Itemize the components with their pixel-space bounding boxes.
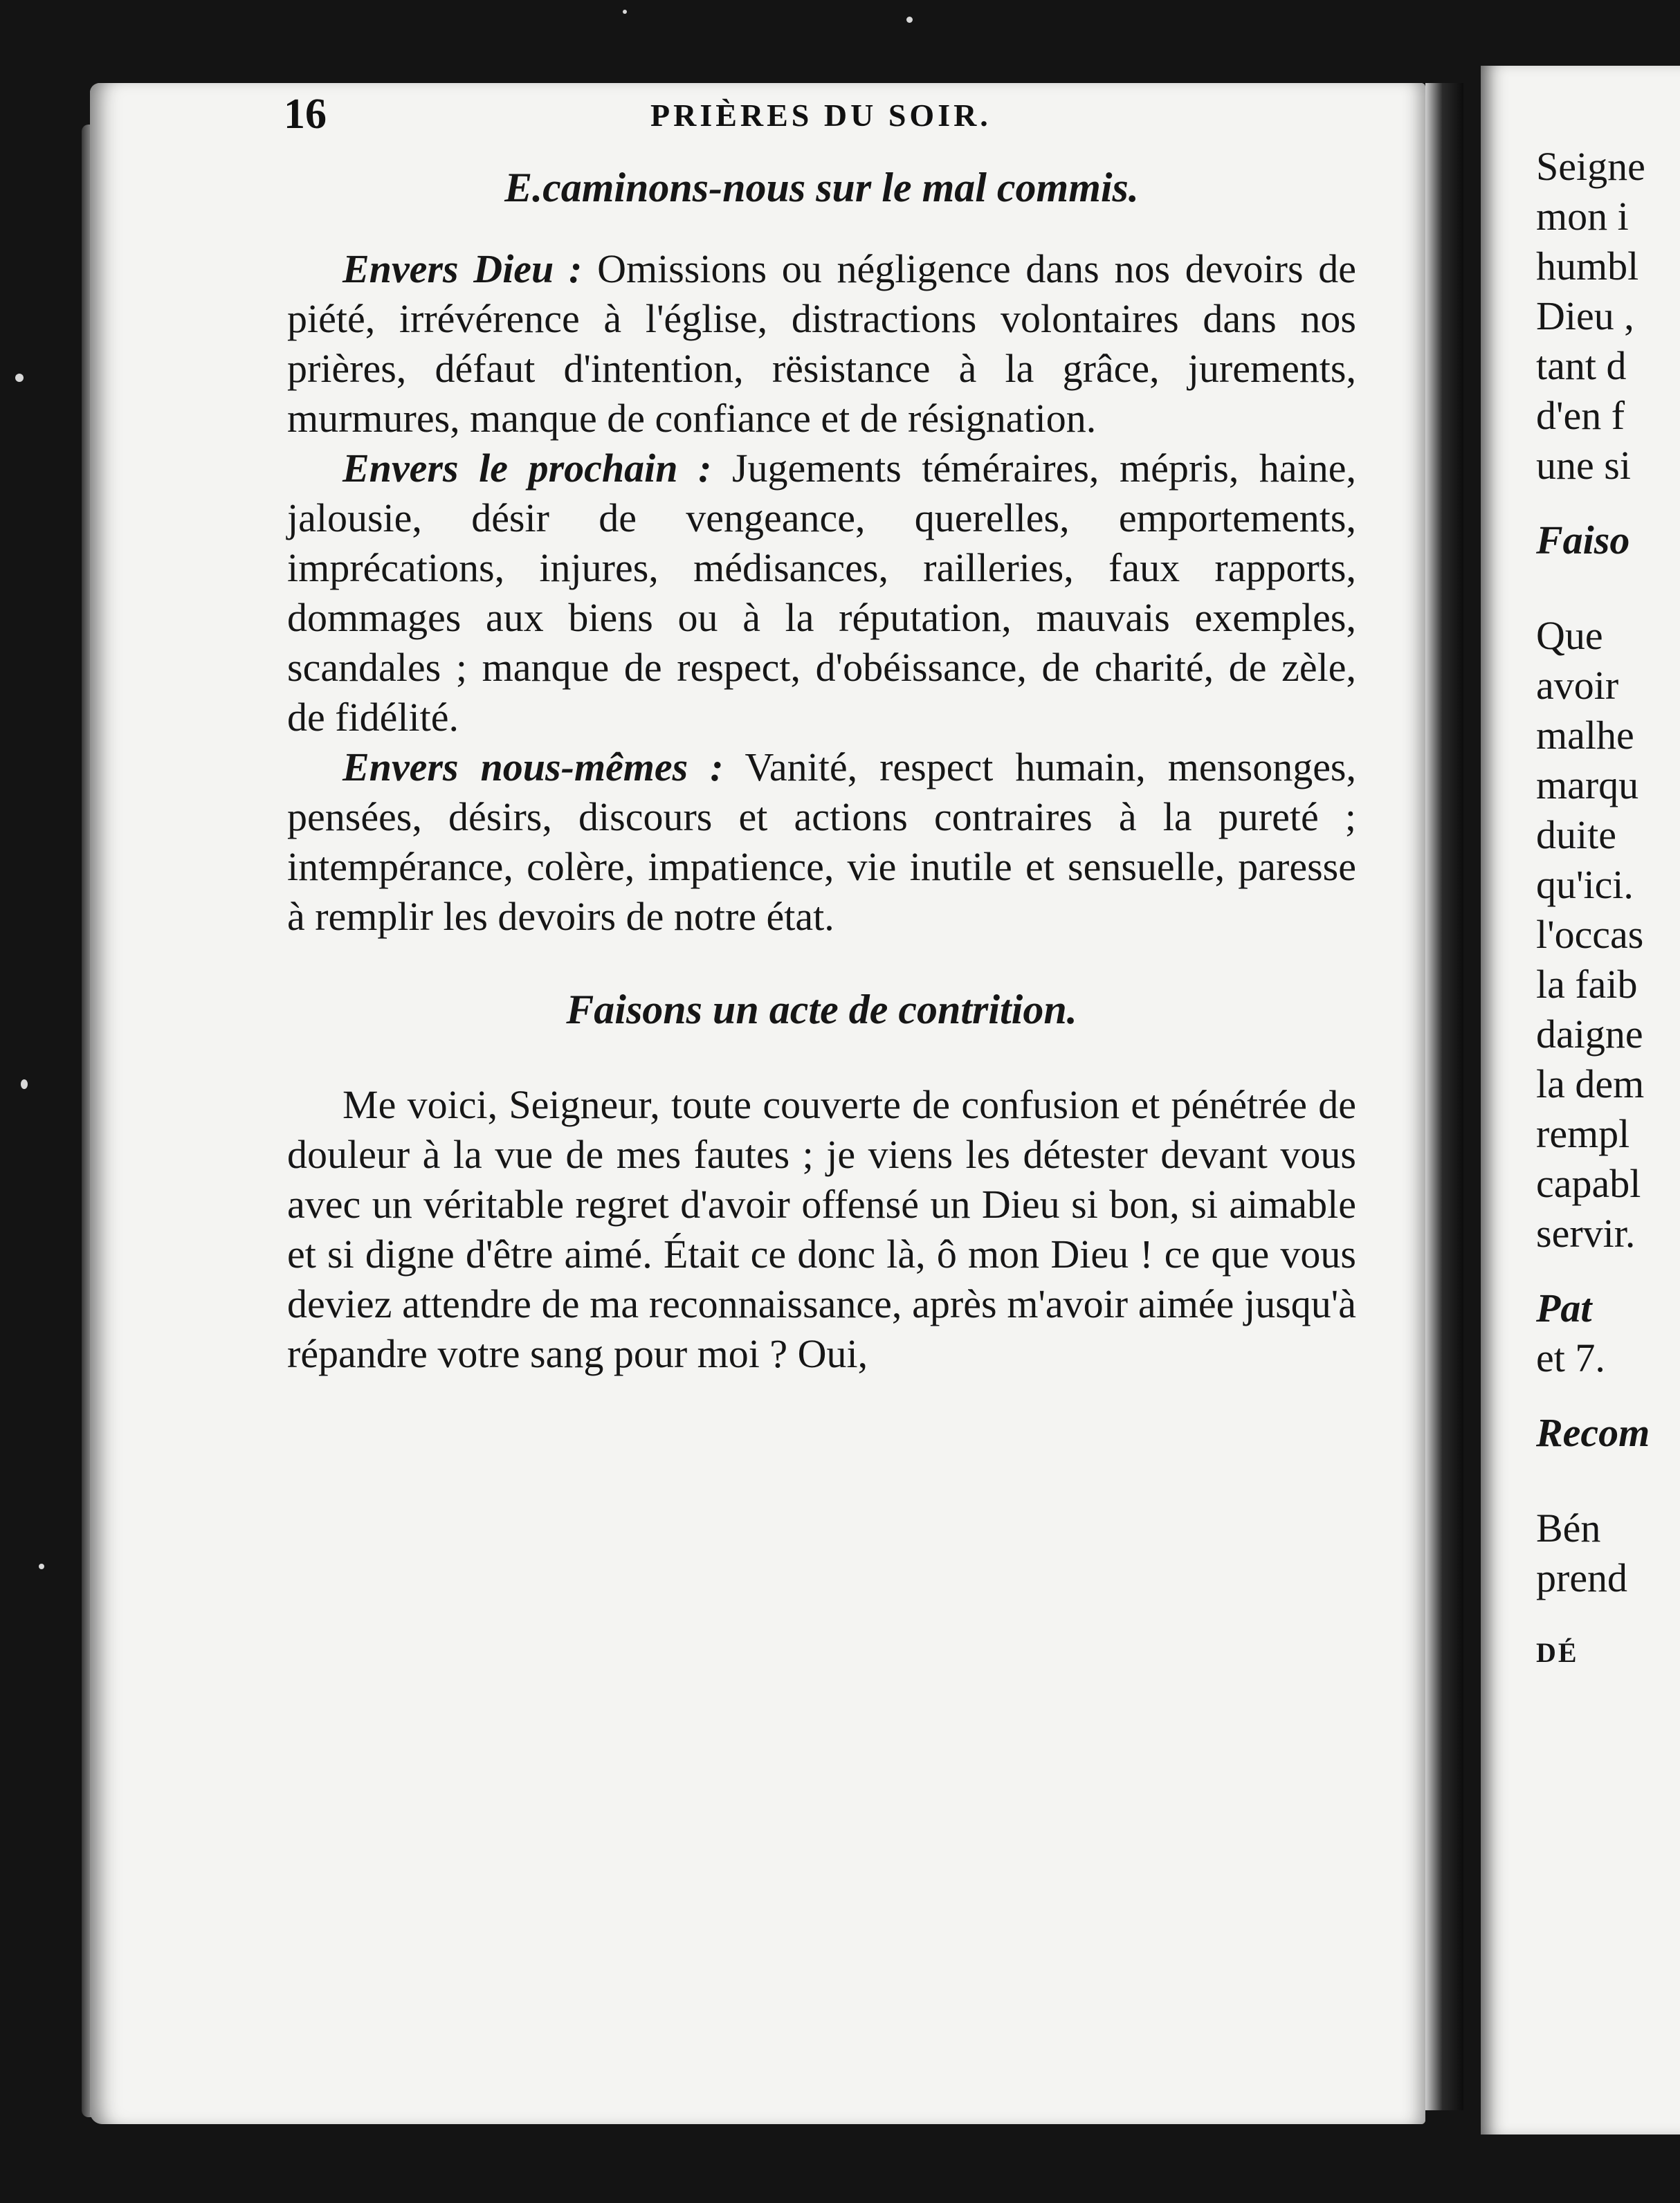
right-line: rempl bbox=[1536, 1111, 1630, 1156]
right-heading-faiso: Faiso bbox=[1536, 518, 1630, 563]
scan-speck bbox=[906, 17, 913, 23]
scan-speck bbox=[39, 1564, 44, 1569]
right-line: marqu bbox=[1536, 762, 1639, 807]
right-page-text bbox=[1536, 142, 1680, 1678]
text-envers-dieu: Omissions ou négligence dans nos devoirs de piété, irrévérence à l'église, distractions volontaires dans nos prières, défaut d'intention, rësistance à la grâce, jurements, murmures, manque de confiance et de résignation. bbox=[287, 246, 1357, 441]
right-line: Seigne bbox=[1536, 144, 1645, 189]
right-line: capabl bbox=[1536, 1161, 1641, 1206]
lead-envers-prochain: Envers le prochain : bbox=[343, 446, 712, 491]
section-heading-contrition: Faisons un acte de contrition. bbox=[566, 987, 1077, 1032]
page-header bbox=[284, 90, 1322, 138]
left-page-text bbox=[287, 163, 1356, 1379]
section-heading-examen: E.caminons-nous sur le mal commis. bbox=[504, 165, 1139, 210]
lead-envers-dieu: Envers Dieu : bbox=[343, 246, 583, 291]
scan-speck bbox=[21, 1079, 28, 1089]
lead-envers-nous: Envers nous-mêmes : bbox=[343, 744, 724, 789]
paragraph-contrition: Me voici, Seigneur, toute couverte de confusion et pénétrée de douleur à la vue de mes fautes ; je viens les détester devant vous avec un véritable regret d'avoir offensé un Dieu si bon, si aimable et si digne d'être aimé. Était ce donc là, ô mon Dieu ! ce que vous deviez attendre de ma reconnaissance, après m'avoir aimée jusqu'à répandre votre sang pour moi ? Oui, bbox=[287, 1082, 1356, 1376]
right-line: humbl bbox=[1536, 244, 1639, 289]
right-line: malhe bbox=[1536, 713, 1634, 758]
right-line: qu'ici. bbox=[1536, 862, 1634, 907]
right-line: l'occas bbox=[1536, 912, 1644, 957]
paragraph-envers-prochain bbox=[287, 444, 1356, 742]
scan-speck bbox=[15, 374, 24, 382]
scan-speck bbox=[623, 10, 627, 14]
right-line: Que bbox=[1536, 613, 1603, 658]
text-envers-nous: Vanité, respect humain, mensonges, pensées, désirs, discours et actions contraires à la pureté ; intempérance, colère, impatience, vie inutile et sensuelle, paresse à remplir les devoirs de notre état. bbox=[287, 744, 1357, 939]
right-line: duite bbox=[1536, 812, 1616, 857]
right-line: Dieu , bbox=[1536, 293, 1634, 338]
right-pat: Pat bbox=[1536, 1286, 1592, 1331]
right-line: la faib bbox=[1536, 962, 1638, 1007]
paragraph-envers-nous bbox=[287, 742, 1356, 942]
right-ben: Bén bbox=[1536, 1506, 1601, 1551]
paragraph-envers-dieu bbox=[287, 244, 1356, 444]
running-title: PRIÈRES DU SOIR. bbox=[650, 98, 992, 133]
text-envers-prochain: Jugements téméraires, mépris, haine, jalousie, désir de vengeance, querelles, emportements, imprécations, injures, médisances, railleries, faux rapports, dommages aux biens ou à la réputation, mauvais exemples, scandales ; manque de respect, d'obéissance, de charité, de zèle, de fidélité. bbox=[287, 446, 1357, 740]
right-prend: prend bbox=[1536, 1555, 1628, 1600]
page-number: 16 bbox=[284, 91, 327, 138]
right-et7: et 7. bbox=[1536, 1335, 1605, 1380]
right-line: servir. bbox=[1536, 1211, 1636, 1256]
right-line: mon i bbox=[1536, 194, 1629, 239]
right-line: tant d bbox=[1536, 343, 1627, 388]
right-line: une si bbox=[1536, 443, 1631, 488]
right-line: daigne bbox=[1536, 1012, 1643, 1057]
book-gutter bbox=[1425, 83, 1463, 2110]
right-line: avoir bbox=[1536, 663, 1619, 708]
right-recom: Recom bbox=[1536, 1410, 1650, 1455]
right-de: DÉ bbox=[1536, 1637, 1579, 1668]
right-line: la dem bbox=[1536, 1061, 1645, 1106]
right-line: d'en f bbox=[1536, 393, 1625, 438]
